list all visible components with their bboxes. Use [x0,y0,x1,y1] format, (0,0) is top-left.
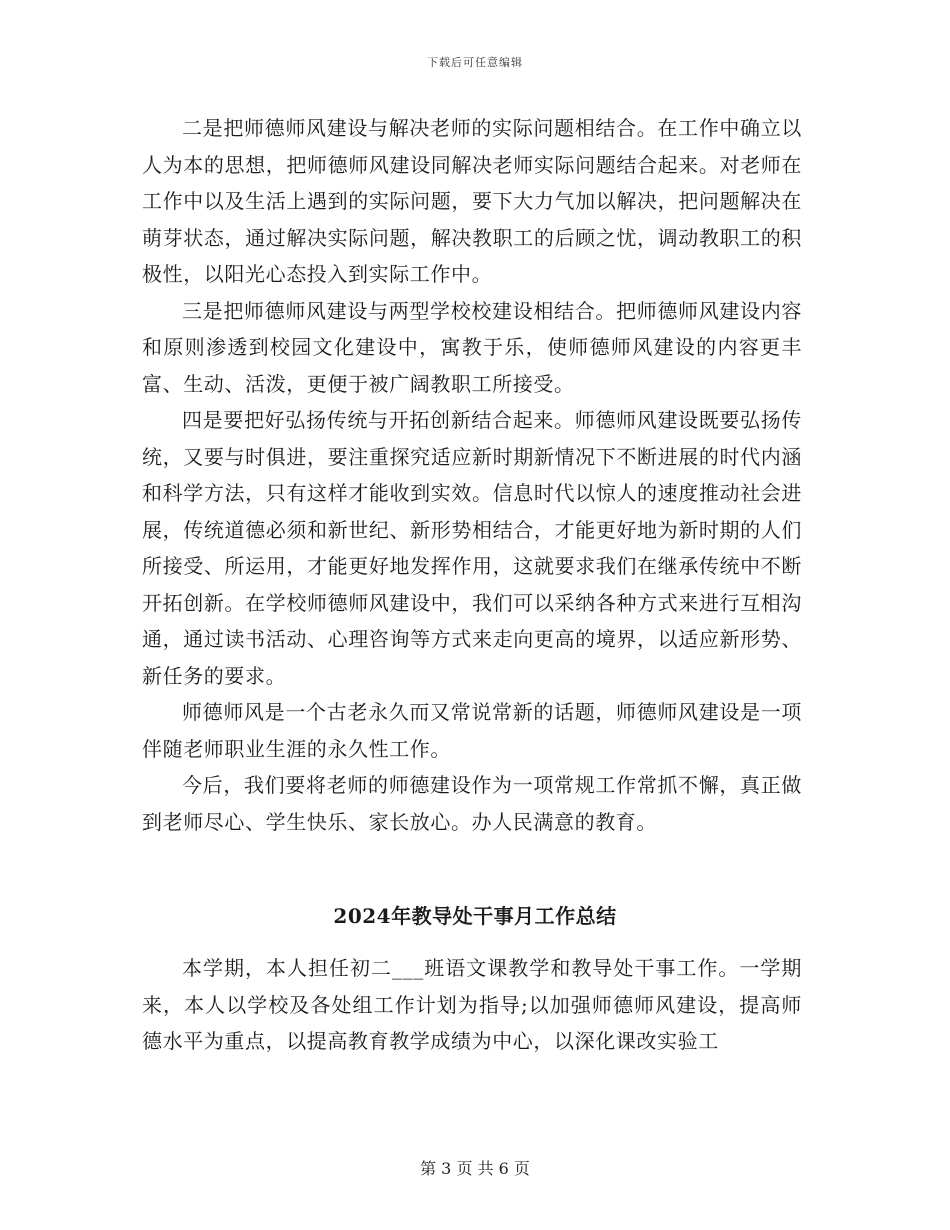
paragraph: 今后，我们要将老师的师德建设作为一项常规工作常抓不懈，真正做到老师尽心、学生快乐、家长放心。办人民满意的教育。 [142,773,802,834]
paragraph: 师德师风是一个古老永久而又常说常新的话题，师德师风建设是一项伴随老师职业生涯的永久性工作。 [142,700,802,761]
paragraph: 二是把师德师风建设与解决老师的实际问题相结合。在工作中确立以人为本的思想，把师德师风建设同解决老师实际问题结合起来。对老师在工作中以及生活上遇到的实际问题，要下大力气加以解决，把问题解决在萌芽状态，通过解决实际问题，解决教职工的后顾之忧，调动教职工的积极性，以阳光心态投入到实际工作中。 [142,116,802,286]
paragraph: 四是要把好弘扬传统与开拓创新结合起来。师德师风建设既要弘扬传统，又要与时俱进，要注重探究适应新时期新情况下不断进展的时代内涵和科学方法，只有这样才能收到实效。信息时代以惊人的速度推动社会进展，传统道德必须和新世纪、新形势相结合，才能更好地为新时期的人们所接受、所运用，才能更好地发挥作用，这就要求我们在继承传统中不断开拓创新。在学校师德师风建设中，我们可以采纳各种方式来进行互相沟通，通过读书活动、心理咨询等方式来走向更高的境界，以适应新形势、新任务的要求。 [142,408,802,688]
paragraph: 三是把师德师风建设与两型学校校建设相结合。把师德师风建设内容和原则渗透到校园文化建设中，寓教于乐，使师德师风建设的内容更丰富、生动、活泼，更便于被广阔教职工所接受。 [142,298,802,396]
page-number: 第 3 页 共 6 页 [420,1159,530,1178]
paragraph: 本学期，本人担任初二___班语文课教学和教导处干事工作。一学期来，本人以学校及各处组工作计划为指导;以加强师德师风建设，提高师德水平为重点，以提高教育教学成绩为中心，以深化课改实验工 [142,956,802,1053]
section-title: 2024年教导处干事月工作总结 [333,904,617,928]
page-header-note: 下载后可任意编辑 [427,56,523,69]
section-body [142,950,802,1060]
body-text [142,110,802,840]
